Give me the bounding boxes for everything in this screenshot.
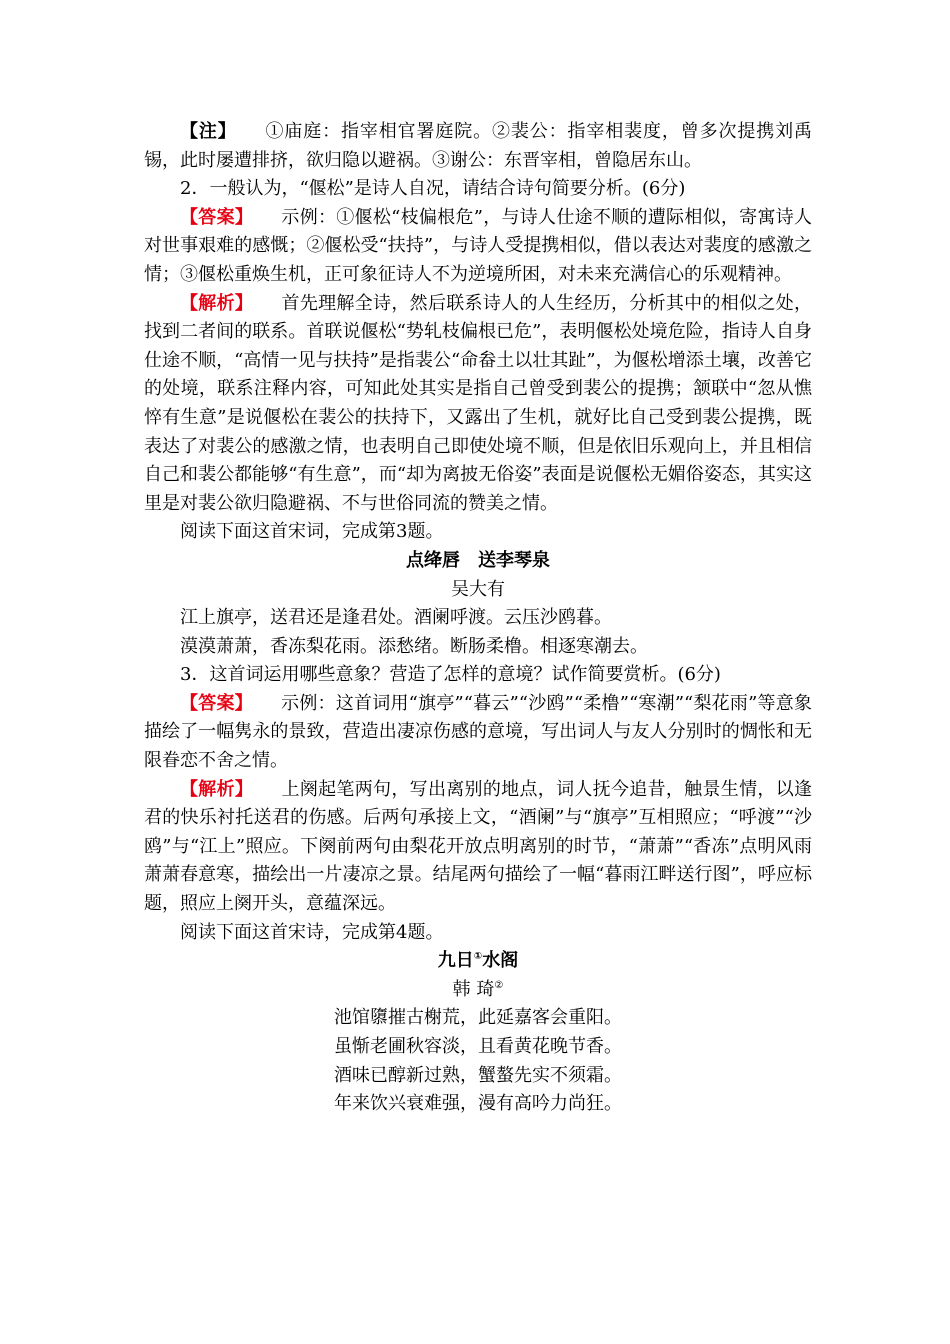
poem-4-title-a: 九日 [437,950,474,972]
answer-2-label: 【答案】 [180,206,254,228]
analysis-3-paragraph [144,776,812,919]
poem-4-author-name: 韩 琦 [452,978,495,1000]
intro-4: 阅读下面这首宋诗，完成第4题。 [180,921,444,943]
intro-3: 阅读下面这首宋词，完成第3题。 [180,521,444,543]
poem-4-title [144,947,812,976]
analysis-2-paragraph [144,290,812,519]
poem-4-line: 酒味已醇新过熟，蟹螯先实不须霜。 [334,1064,622,1086]
analysis-3-text: 上阕起笔两句，写出离别的地点，词人抚今追昔，触景生情，以逢君的快乐衬托送君的伤感。后两句承接上文，“酒阑”与“旗亭”互相照应；“呼渡”“沙鸥”与“江上”照应。下阕前两句由梨花开放点明离别的时节，“萧萧”“香冻”点明风雨萧萧春意寒，描绘出一片凄凉之景。结尾两句描绘了一幅“暮雨江畔送行图”，呼应标题，照应上阕开头，意蕴深远。 [144,778,813,915]
answer-3-text: 示例：这首词用“旗亭”“暮云”“沙鸥”“柔橹”“寒潮”“梨花雨”等意象描绘了一幅隽永的景致，营造出凄凉伤感的意境，写出词人与友人分别时的惆怅和无限眷恋不舍之情。 [144,692,812,772]
poem-4-title-b: 水阁 [482,950,519,972]
answer-2-text: 示例：①偃松“枝偏根危”，与诗人仕途不顺的遭际相似，寄寓诗人对世事艰难的感慨；②偃松受“扶持”，与诗人受提携相似，借以表达对裴度的感激之情；③偃松重焕生机，正可象征诗人不为逆境所困，对未来充满信心的乐观精神。 [144,206,813,285]
note-text: ①庙庭：指宰相官署庭院。②裴公：指宰相裴度，曾多次提携刘禹锡，此时屡遭排挤，欲归隐以避祸。③谢公：东晋宰相，曾隐居东山。 [144,121,812,171]
poem-4-line: 池馆隳摧古榭荒，此延嘉客会重阳。 [334,1007,622,1029]
poem-4-line: 年来饮兴衰难强，漫有高吟力尚狂。 [334,1093,622,1115]
answer-3-paragraph [144,690,812,776]
question-2: 2．一般认为，“偃松”是诗人自况，请结合诗句简要分析。(6分) [180,178,686,200]
poem-3-author: 吴大有 [451,578,505,600]
analysis-2-label: 【解析】 [180,292,254,314]
note-label: 【注】 [180,121,237,142]
poem-3-title: 点绛唇 送李琴泉 [406,549,550,571]
poem-4-line: 虽惭老圃秋容淡，且看黄花晚节香。 [334,1036,622,1057]
analysis-2-text: 首先理解全诗，然后联系诗人的人生经历，分析其中的相似之处，找到二者间的联系。首联说偃松“势轧枝偏根已危”，表明偃松处境危险，指诗人自身仕途不顺，“高情一见与扶持”是指裴公“命畚土以壮其趾”，为偃松增添土壤，改善它的处境，联系注释内容，可知此处其实是指自己曾受到裴公的提携；颔联中“忽从憔悴有生意”是说偃松在裴公的扶持下，又露出了生机，就好比自己受到裴公提携，既表达了对裴公的感激之情，也表明自己即使处境不顺，但是依旧乐观向上，并且相信自己和裴公都能够“有生意”，而“却为离披无俗姿”表面是说偃松无媚俗姿态，其实这里是对裴公欲归隐避祸、不与世俗同流的赞美之情。 [144,292,813,514]
answer-3-label: 【答案】 [180,692,253,714]
poem-4-author [144,976,812,1005]
question-3: 3．这首词运用哪些意象？营造了怎样的意境？试作简要赏析。(6分) [180,664,721,686]
footnote-mark: ② [494,979,504,991]
poem-3-line: 漠漠萧萧，香冻梨花雨。添愁绪。断肠柔橹。相逐寒潮去。 [180,635,648,657]
answer-2-paragraph [144,204,812,290]
document-page [144,118,812,1119]
poem-3-line: 江上旗亭，送君还是逢君处。酒阑呼渡。云压沙鸥暮。 [180,607,612,629]
footnote-mark: ① [473,951,483,963]
note-paragraph [144,118,812,175]
analysis-3-label: 【解析】 [180,778,254,800]
